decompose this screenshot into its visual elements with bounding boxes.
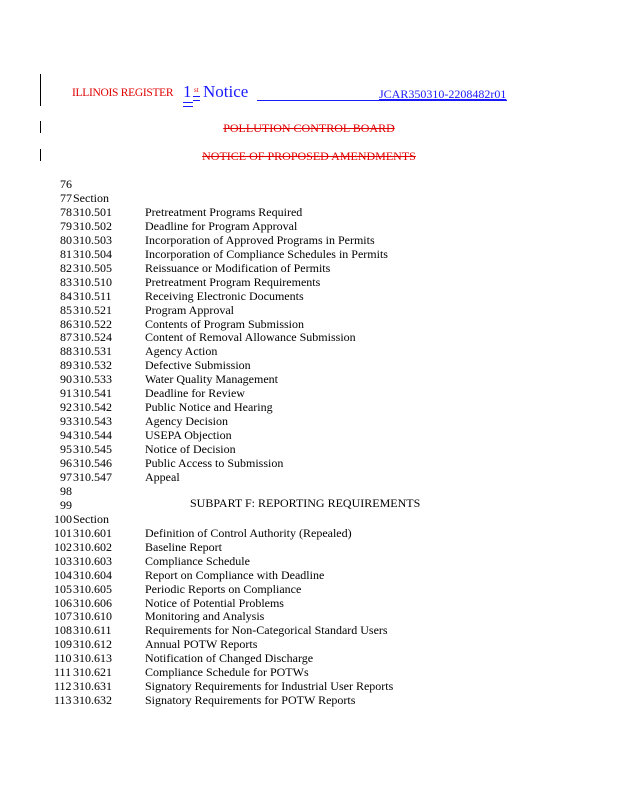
line-number: 80 (60, 232, 72, 247)
line-number: 94 (60, 428, 72, 443)
line-number: 106 (54, 595, 72, 610)
section-title: Report on Compliance with Deadline (145, 567, 325, 582)
section-number: 310.610 (73, 609, 112, 624)
list-item (60, 344, 600, 358)
section-number: 310.603 (73, 553, 112, 568)
list-item (54, 679, 594, 693)
section-number: 310.631 (73, 679, 112, 694)
line-number: 86 (60, 316, 72, 331)
section-number: 310.510 (73, 274, 112, 289)
section-title: Public Notice and Hearing (145, 400, 273, 415)
line-number: 95 (60, 442, 72, 457)
list-item (60, 428, 600, 442)
list-item (60, 372, 600, 386)
field-marker (193, 96, 200, 101)
list-item (60, 414, 600, 428)
section-title: Pretreatment Programs Required (145, 204, 303, 219)
line-number: 89 (60, 358, 72, 373)
section-number: 310.605 (73, 581, 112, 596)
line-number: 98 (60, 483, 72, 498)
section-number: 310.613 (73, 651, 112, 666)
list-item (54, 623, 594, 637)
section-title: Signatory Requirements for POTW Reports (145, 693, 356, 708)
section-number: 310.511 (73, 288, 112, 303)
section-title: Public Access to Submission (145, 456, 284, 470)
section-number: 310.602 (73, 539, 112, 554)
section-title: Receiving Electronic Documents (145, 288, 304, 303)
list-item (60, 191, 600, 205)
section-title: Periodic Reports on Compliance (145, 581, 302, 596)
section-title: Incorporation of Compliance Schedules in Permits (145, 246, 388, 261)
list-item (60, 205, 600, 219)
section-title: Notice of Decision (145, 442, 236, 457)
section-number: 310.541 (73, 386, 112, 401)
list-item (60, 386, 600, 400)
notice-heading: NOTICE OF PROPOSED AMENDMENTS (202, 149, 416, 163)
section-number: 310.606 (73, 595, 112, 610)
list-item (60, 303, 600, 317)
line-number: 113 (54, 693, 72, 708)
line-number: 105 (54, 581, 72, 596)
page-number: 1 (183, 82, 192, 101)
line-number: 90 (60, 372, 72, 387)
section-number: 310.621 (73, 665, 112, 680)
section-number: 310.532 (73, 358, 112, 373)
list-item (60, 275, 600, 289)
line-number: 93 (60, 414, 72, 429)
list-item (60, 330, 600, 344)
section-title: Agency Decision (145, 414, 228, 429)
line-number: 108 (54, 623, 72, 638)
list-item (60, 317, 600, 331)
list-item (54, 582, 594, 596)
section-title: Signatory Requirements for Industrial User Reports (145, 679, 394, 694)
section-title: Contents of Program Submission (145, 316, 305, 331)
subpart-heading: SUBPART F: REPORTING REQUIREMENTS (190, 496, 421, 510)
section-title: Deadline for Review (145, 386, 245, 401)
section-number: 310.505 (73, 260, 112, 275)
section-title: Incorporation of Approved Programs in Permits (145, 232, 375, 247)
line-number: 107 (54, 609, 72, 624)
line-number: 112 (54, 679, 72, 694)
page-number-superscript: st (194, 86, 199, 94)
list-item (54, 637, 594, 651)
list-item (60, 358, 600, 372)
list-item (54, 609, 594, 623)
section-number: 310.531 (73, 344, 112, 359)
section-number: 310.504 (73, 246, 112, 261)
line-number: 82 (60, 260, 72, 275)
section-title: Pretreatment Program Requirements (145, 274, 321, 289)
line-number: 103 (54, 553, 72, 568)
line-number: 87 (60, 330, 72, 345)
list-item (54, 526, 594, 540)
section-number: 310.545 (73, 442, 112, 457)
list-item (54, 693, 594, 707)
list-item (54, 568, 594, 582)
register-title: ILLINOIS REGISTER (72, 87, 174, 99)
section-title: Appeal (145, 469, 180, 484)
section-number: 310.503 (73, 232, 112, 247)
section-title: Compliance Schedule (145, 553, 250, 568)
line-number: 88 (60, 344, 72, 359)
list-item (54, 665, 594, 679)
list-item (60, 219, 600, 233)
line-number: 91 (60, 386, 72, 401)
section-title: Compliance Schedule for POTWs (145, 665, 309, 680)
section-title: Agency Action (145, 344, 218, 359)
line-number: 77 (60, 190, 72, 205)
section-number: 310.501 (73, 204, 112, 219)
section-title: Monitoring and Analysis (145, 609, 265, 624)
section-number: 310.502 (73, 218, 112, 233)
line-number: 102 (54, 539, 72, 554)
section-title: Defective Submission (145, 358, 251, 373)
jcar-id: JCAR350310-2208482r01 (379, 87, 507, 101)
section-number: 310.542 (73, 400, 112, 415)
list-item (54, 554, 594, 568)
line-number: 76 (60, 177, 72, 191)
section-number: Section (73, 511, 109, 526)
list-item (60, 442, 600, 456)
list-item (54, 651, 594, 665)
list-item (54, 512, 594, 526)
section-number: 310.601 (73, 525, 112, 540)
section-title: Notification of Changed Discharge (145, 651, 314, 666)
section-number: 310.533 (73, 372, 112, 387)
list-item (60, 470, 600, 484)
list-item (60, 261, 600, 275)
line-number: 92 (60, 400, 72, 415)
line-number: 100 (54, 511, 72, 526)
list-item (60, 247, 600, 261)
section-number: 310.524 (73, 330, 112, 345)
section-number: 310.611 (73, 623, 112, 638)
section-title: Reissuance or Modification of Permits (145, 260, 331, 275)
section-title: Deadline for Program Approval (145, 218, 298, 233)
section-title: Content of Removal Allowance Submission (145, 330, 356, 345)
line-number: 109 (54, 637, 72, 652)
section-number: 310.632 (73, 693, 112, 708)
section-number: 310.612 (73, 637, 112, 652)
section-title: Notice of Potential Problems (145, 595, 284, 610)
board-heading: POLLUTION CONTROL BOARD (223, 121, 395, 135)
line-number: 97 (60, 469, 72, 484)
section-number: 310.543 (73, 414, 112, 429)
notice-label: Notice (203, 82, 249, 101)
change-bar (40, 74, 41, 106)
section-number: Section (73, 190, 109, 205)
list-item (54, 596, 594, 610)
list-item (60, 233, 600, 247)
line-number: 96 (60, 456, 72, 470)
section-number: 310.547 (73, 469, 112, 484)
list-item (60, 400, 600, 414)
section-number: 310.522 (73, 316, 112, 331)
line-number: 85 (60, 302, 72, 317)
list-item (54, 540, 594, 554)
line-number: 79 (60, 218, 72, 233)
section-title: Requirements for Non-Categorical Standard Users (145, 623, 388, 638)
section-number: 310.546 (73, 456, 112, 470)
list-item (60, 177, 600, 191)
field-marker (183, 106, 193, 107)
line-number: 81 (60, 246, 72, 261)
line-number: 110 (54, 651, 72, 666)
line-number: 111 (54, 665, 72, 680)
line-number: 101 (54, 525, 72, 540)
section-number: 310.604 (73, 567, 112, 582)
field-marker (183, 102, 193, 103)
line-number: 84 (60, 288, 72, 303)
page-header (72, 82, 512, 108)
section-title: Baseline Report (145, 539, 222, 554)
line-number: 78 (60, 204, 72, 219)
line-number: 99 (60, 497, 72, 512)
section-title: Annual POTW Reports (145, 637, 258, 652)
list-item (60, 456, 600, 470)
section-number: 310.544 (73, 428, 112, 443)
line-number: 104 (54, 567, 72, 582)
section-title: Program Approval (145, 302, 234, 317)
section-title: USEPA Objection (145, 428, 232, 443)
line-number: 83 (60, 274, 72, 289)
section-title: Water Quality Management (145, 372, 278, 387)
section-title: Definition of Control Authority (Repealed) (145, 525, 352, 540)
section-number: 310.521 (73, 302, 112, 317)
list-item (60, 289, 600, 303)
